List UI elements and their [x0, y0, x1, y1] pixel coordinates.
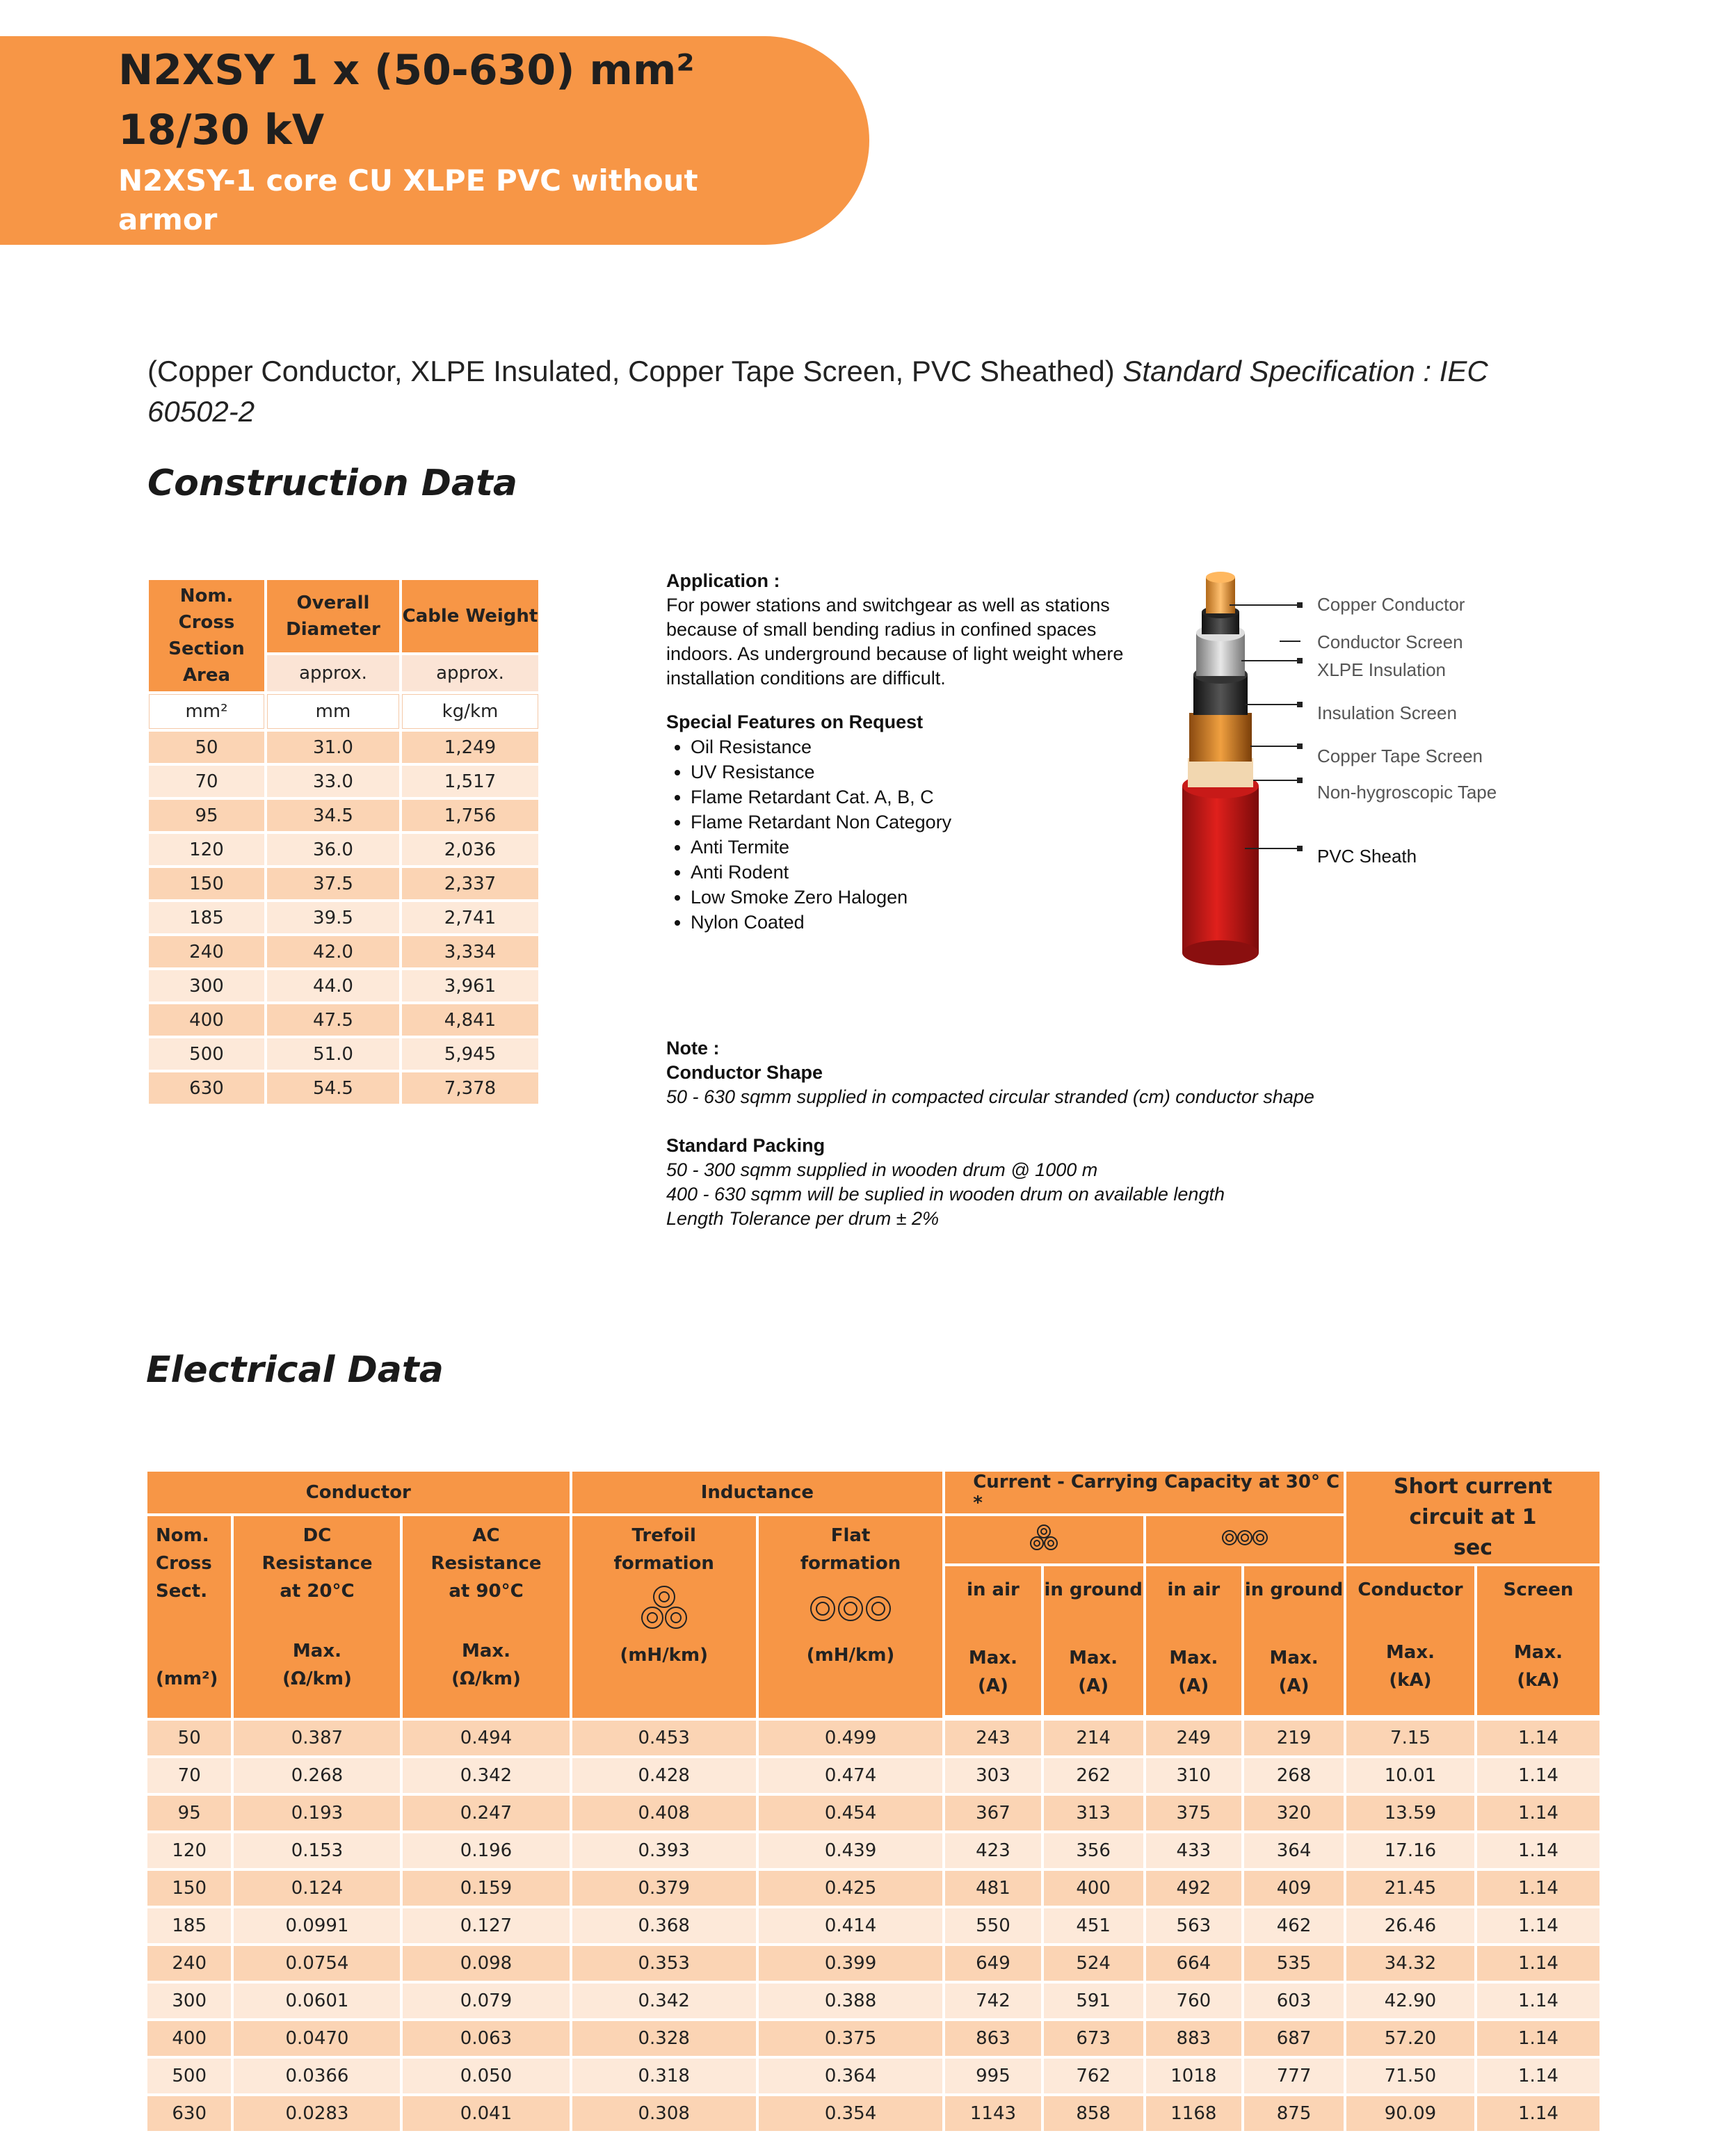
construction-heading: Construction Data: [147, 462, 517, 504]
table-cell: 240: [149, 936, 264, 967]
table-cell: 240: [147, 1946, 231, 1981]
table-cell: 31.0: [267, 732, 399, 763]
col-short-conductor: [1346, 1566, 1474, 1715]
application-title: Application :: [666, 570, 780, 591]
table-cell: 5,945: [402, 1038, 538, 1070]
table-cell: 524: [1044, 1946, 1143, 1981]
table-cell: 0.268: [234, 1758, 400, 1793]
trefoil-current-header: [945, 1516, 1143, 1563]
col-max-label: Max.: [1269, 1648, 1319, 1668]
col-ohm-unit: (Ω/km): [451, 1668, 521, 1689]
col-a-unit: (A): [1278, 1675, 1310, 1696]
table-cell: 7,378: [402, 1072, 538, 1104]
table-cell: 3,334: [402, 936, 538, 967]
col-trefoil: [572, 1516, 756, 1718]
table-cell: 150: [149, 868, 264, 899]
flat-formation-icon: [805, 1584, 896, 1633]
table-cell: 760: [1146, 1984, 1241, 2018]
electrical-table: [145, 1469, 1602, 2134]
table-cell: 70: [149, 766, 264, 797]
table-row: [147, 1908, 1600, 1943]
table-cell: 0.247: [403, 1796, 569, 1831]
table-cell: 0.354: [759, 2096, 942, 2131]
table-cell: 858: [1044, 2096, 1143, 2131]
table-cell: 54.5: [267, 1072, 399, 1104]
table-cell: 0.0470: [234, 2021, 400, 2056]
subheader-approx: approx.: [267, 655, 399, 691]
table-row: [147, 1984, 1600, 2018]
table-cell: 303: [945, 1758, 1040, 1793]
table-cell: 17.16: [1346, 1833, 1474, 1868]
col-conductor-label: Conductor: [1358, 1579, 1463, 1600]
table-cell: 1.14: [1477, 1871, 1600, 1906]
table-cell: 0.342: [572, 1984, 756, 2018]
col-header-diameter: Overall Diameter: [267, 580, 399, 652]
feature-item: • Low Smoke Zero Halogen: [691, 885, 1153, 910]
table-cell: 0.050: [403, 2059, 569, 2093]
packing-line: Length Tolerance per drum ± 2%: [666, 1208, 940, 1229]
table-cell: 356: [1044, 1833, 1143, 1868]
table-row: [147, 1871, 1600, 1906]
table-cell: 1.14: [1477, 1908, 1600, 1943]
col-max-label: Max.: [1385, 1642, 1435, 1663]
table-cell: 0.124: [234, 1871, 400, 1906]
table-cell: 0.439: [759, 1833, 942, 1868]
unit-cell: mm²: [149, 694, 264, 729]
table-cell: 50: [147, 1721, 231, 1755]
col-trefoil-label: Trefoil formation: [613, 1525, 714, 1574]
table-cell: 0.399: [759, 1946, 942, 1981]
table-cell: 2,741: [402, 902, 538, 933]
table-cell: 0.425: [759, 1871, 942, 1906]
unit-cell: kg/km: [402, 694, 538, 729]
feature-item: • Anti Rodent: [691, 860, 1153, 885]
table-cell: 95: [149, 800, 264, 831]
label-conductor-screen: Conductor Screen: [1317, 631, 1463, 652]
table-cell: 0.353: [572, 1946, 756, 1981]
table-cell: 563: [1146, 1908, 1241, 1943]
table-cell: 0.308: [572, 2096, 756, 2131]
table-row: [149, 970, 538, 1001]
table-cell: 603: [1244, 1984, 1344, 2018]
table-cell: 0.388: [759, 1984, 942, 2018]
table-cell: 57.20: [1346, 2021, 1474, 2056]
table-cell: 120: [147, 1833, 231, 1868]
table-cell: 50: [149, 732, 264, 763]
table-cell: 37.5: [267, 868, 399, 899]
product-subtitle: N2XSY-1 core CU XLPE PVC without armor: [118, 163, 698, 236]
table-row: [147, 2059, 1600, 2093]
table-cell: 0.328: [572, 2021, 756, 2056]
voltage-rating: 18/30 kV: [118, 106, 325, 154]
table-cell: 2,337: [402, 868, 538, 899]
table-row: [149, 902, 538, 933]
col-max-label: Max.: [292, 1641, 341, 1662]
table-cell: 1,756: [402, 800, 538, 831]
table-cell: 0.454: [759, 1796, 942, 1831]
standard-packing-title: Standard Packing: [666, 1135, 825, 1156]
table-row: [149, 766, 538, 797]
table-cell: 400: [1044, 1871, 1143, 1906]
table-cell: 995: [945, 2059, 1040, 2093]
label-insulation-screen: Insulation Screen: [1317, 702, 1457, 723]
col-ac-resistance: [403, 1516, 569, 1718]
group-short-circuit: Short current circuit at 1 sec: [1346, 1472, 1600, 1563]
table-cell: 71.50: [1346, 2059, 1474, 2093]
table-cell: 310: [1146, 1758, 1241, 1793]
group-conductor: Conductor: [147, 1472, 570, 1513]
table-cell: 0.0283: [234, 2096, 400, 2131]
special-features-list: [666, 734, 1153, 935]
table-cell: 0.393: [572, 1833, 756, 1868]
col-ohm-unit: (Ω/km): [282, 1668, 352, 1689]
table-cell: 433: [1146, 1833, 1241, 1868]
table-cell: 26.46: [1346, 1908, 1474, 1943]
table-cell: 1143: [945, 2096, 1040, 2131]
table-row: [149, 936, 538, 967]
table-cell: 214: [1044, 1721, 1143, 1755]
table-cell: 630: [149, 1072, 264, 1104]
table-cell: 492: [1146, 1871, 1241, 1906]
table-cell: 300: [147, 1984, 231, 2018]
col-trefoil-in-ground: [1044, 1566, 1143, 1715]
table-cell: 0.318: [572, 2059, 756, 2093]
notes-section: [666, 1036, 1675, 1231]
table-cell: 423: [945, 1833, 1040, 1868]
table-cell: 1,249: [402, 732, 538, 763]
table-cell: 51.0: [267, 1038, 399, 1070]
pvc-sheath-bottom: [1182, 940, 1259, 965]
table-row: [147, 1833, 1600, 1868]
table-cell: 219: [1244, 1721, 1344, 1755]
table-cell: 0.387: [234, 1721, 400, 1755]
col-max-label: Max.: [1069, 1648, 1118, 1668]
conductor-shape-text: 50 - 630 sqmm supplied in compacted circular stranded (cm) conductor shape: [666, 1086, 1314, 1107]
table-row: [147, 1721, 1600, 1755]
pvc-sheath-body: [1182, 786, 1259, 953]
subheader-approx: approx.: [402, 655, 538, 691]
table-cell: 150: [147, 1871, 231, 1906]
table-cell: 673: [1044, 2021, 1143, 2056]
table-row: [147, 1758, 1600, 1793]
table-cell: 0.0754: [234, 1946, 400, 1981]
unit-cell: mm: [267, 694, 399, 729]
col-in-ground-label: in ground: [1244, 1579, 1344, 1600]
table-cell: 0.098: [403, 1946, 569, 1981]
special-features-title: Special Features on Request: [666, 711, 924, 732]
table-cell: 1.14: [1477, 1984, 1600, 2018]
col-ka-unit: (kA): [1389, 1670, 1432, 1691]
intro-text: [147, 351, 1580, 432]
packing-line: 400 - 630 sqmm will be suplied in wooden drum on available length: [666, 1184, 1225, 1205]
col-max-label: Max.: [1169, 1648, 1218, 1668]
table-row: [149, 1072, 538, 1104]
table-cell: 0.153: [234, 1833, 400, 1868]
table-cell: 13.59: [1346, 1796, 1474, 1831]
table-cell: 1.14: [1477, 1946, 1600, 1981]
table-cell: 1.14: [1477, 1758, 1600, 1793]
table-cell: 863: [945, 2021, 1040, 2056]
table-cell: 451: [1044, 1908, 1143, 1943]
packing-line: 50 - 300 sqmm supplied in wooden drum @ 1000 m: [666, 1159, 1098, 1180]
table-cell: 36.0: [267, 834, 399, 865]
table-cell: 777: [1244, 2059, 1344, 2093]
table-cell: 367: [945, 1796, 1040, 1831]
col-header-cross-section: Nom. Cross Section Area: [149, 580, 264, 691]
cable-cross-section-illustration: [1168, 563, 1558, 981]
table-cell: 2,036: [402, 834, 538, 865]
table-cell: 0.474: [759, 1758, 942, 1793]
table-cell: 500: [147, 2059, 231, 2093]
table-row: [149, 800, 538, 831]
col-dc-resistance: [234, 1516, 400, 1718]
table-row: [149, 1004, 538, 1036]
col-in-air-label: in air: [967, 1579, 1020, 1600]
copper-tape-screen: [1189, 713, 1252, 762]
table-cell: 364: [1244, 1833, 1344, 1868]
label-pvc-sheath: PVC Sheath: [1317, 846, 1417, 867]
table-cell: 262: [1044, 1758, 1143, 1793]
table-cell: 320: [1244, 1796, 1344, 1831]
col-a-unit: (A): [1178, 1675, 1209, 1696]
flat-icon-small: [1221, 1527, 1269, 1548]
table-cell: 39.5: [267, 902, 399, 933]
table-cell: 591: [1044, 1984, 1143, 2018]
trefoil-formation-icon: [633, 1584, 695, 1633]
col-flat-label: Flat formation: [800, 1525, 901, 1574]
table-cell: 0.196: [403, 1833, 569, 1868]
table-cell: 762: [1044, 2059, 1143, 2093]
table-cell: 664: [1146, 1946, 1241, 1981]
table-cell: 0.494: [403, 1721, 569, 1755]
col-mh-unit: (mH/km): [620, 1645, 708, 1666]
col-max-label: Max.: [1513, 1642, 1563, 1663]
feature-item: • Anti Termite: [691, 835, 1153, 860]
col-nom-unit: (mm²): [156, 1668, 218, 1689]
table-cell: 500: [149, 1038, 264, 1070]
table-cell: 300: [149, 970, 264, 1001]
table-row: [147, 1946, 1600, 1981]
table-cell: 313: [1044, 1796, 1143, 1831]
table-cell: 0.453: [572, 1721, 756, 1755]
table-cell: 742: [945, 1984, 1040, 2018]
table-cell: 1,517: [402, 766, 538, 797]
table-cell: 0.364: [759, 2059, 942, 2093]
standard-specification: Standard Specification : IEC 60502-2: [147, 355, 1488, 428]
application-text: For power stations and switchgear as well as stations because of small bending radius in confined spaces indoors. As underground because of light weight where installation conditions are difficult.: [666, 595, 1124, 689]
table-cell: 1168: [1146, 2096, 1241, 2131]
table-cell: 1.14: [1477, 1833, 1600, 1868]
table-cell: 481: [945, 1871, 1040, 1906]
col-flat: [759, 1516, 942, 1718]
table-cell: 3,961: [402, 970, 538, 1001]
label-xlpe-insulation: XLPE Insulation: [1317, 659, 1447, 680]
col-max-label: Max.: [461, 1641, 511, 1662]
table-cell: 0.127: [403, 1908, 569, 1943]
table-cell: 4,841: [402, 1004, 538, 1036]
table-cell: 10.01: [1346, 1758, 1474, 1793]
feature-item: • Flame Retardant Cat. A, B, C: [691, 785, 1153, 810]
table-cell: 0.342: [403, 1758, 569, 1793]
table-cell: 243: [945, 1721, 1040, 1755]
table-cell: 1.14: [1477, 1721, 1600, 1755]
title-banner: [0, 36, 869, 245]
table-cell: 7.15: [1346, 1721, 1474, 1755]
table-cell: 535: [1244, 1946, 1344, 1981]
table-cell: 0.0991: [234, 1908, 400, 1943]
table-cell: 875: [1244, 2096, 1344, 2131]
table-cell: 0.0601: [234, 1984, 400, 2018]
table-cell: 400: [149, 1004, 264, 1036]
table-row: [147, 2096, 1600, 2131]
table-cell: 0.193: [234, 1796, 400, 1831]
table-row: [149, 1038, 538, 1070]
col-a-unit: (A): [978, 1675, 1008, 1696]
feature-item: • UV Resistance: [691, 759, 1153, 785]
table-cell: 630: [147, 2096, 231, 2131]
construction-table: [146, 577, 541, 1107]
col-dc-label: DC Resistance at 20°C: [261, 1525, 373, 1602]
col-flat-in-air: [1146, 1566, 1241, 1715]
feature-item: • Oil Resistance: [691, 734, 1153, 759]
application-section: [666, 569, 1153, 935]
table-cell: 34.5: [267, 800, 399, 831]
electrical-heading: Electrical Data: [146, 1349, 444, 1391]
table-cell: 120: [149, 834, 264, 865]
table-cell: 34.32: [1346, 1946, 1474, 1981]
col-trefoil-in-air: [945, 1566, 1040, 1715]
table-cell: 21.45: [1346, 1871, 1474, 1906]
table-cell: 687: [1244, 2021, 1344, 2056]
col-flat-in-ground: [1244, 1566, 1344, 1715]
table-cell: 400: [147, 2021, 231, 2056]
table-cell: 0.414: [759, 1908, 942, 1943]
feature-item: • Nylon Coated: [691, 910, 1153, 935]
table-cell: 1.14: [1477, 2096, 1600, 2131]
col-max-label: Max.: [968, 1648, 1017, 1668]
table-cell: 0.379: [572, 1871, 756, 1906]
table-cell: 0.063: [403, 2021, 569, 2056]
group-current-capacity: Current - Carrying Capacity at 30° C *: [945, 1472, 1344, 1513]
col-nom-label: Nom. Cross Sect.: [156, 1525, 212, 1602]
table-cell: 70: [147, 1758, 231, 1793]
table-cell: 0.159: [403, 1871, 569, 1906]
table-cell: 0.375: [759, 2021, 942, 2056]
table-cell: 0.079: [403, 1984, 569, 2018]
table-cell: 1.14: [1477, 1796, 1600, 1831]
note-title: Note :: [666, 1038, 720, 1059]
table-cell: 409: [1244, 1871, 1344, 1906]
table-cell: 185: [149, 902, 264, 933]
table-cell: 0.499: [759, 1721, 942, 1755]
col-screen-label: Screen: [1503, 1579, 1574, 1600]
table-cell: 47.5: [267, 1004, 399, 1036]
trefoil-icon-small: [1028, 1524, 1060, 1552]
col-header-weight: Cable Weight: [402, 580, 538, 652]
table-cell: 42.0: [267, 936, 399, 967]
product-title: N2XSY 1 x (50-630) mm²: [118, 46, 695, 95]
table-row: [147, 1796, 1600, 1831]
label-copper-tape-screen: Copper Tape Screen: [1317, 746, 1483, 766]
table-cell: 0.0366: [234, 2059, 400, 2093]
table-cell: 375: [1146, 1796, 1241, 1831]
table-cell: 883: [1146, 2021, 1241, 2056]
table-cell: 649: [945, 1946, 1040, 1981]
feature-item: • Flame Retardant Non Category: [691, 810, 1153, 835]
table-cell: 462: [1244, 1908, 1344, 1943]
col-in-air-label: in air: [1167, 1579, 1221, 1600]
table-cell: 1018: [1146, 2059, 1241, 2093]
table-cell: 33.0: [267, 766, 399, 797]
table-cell: 1.14: [1477, 2021, 1600, 2056]
table-cell: 0.041: [403, 2096, 569, 2131]
table-cell: 0.408: [572, 1796, 756, 1831]
table-row: [149, 868, 538, 899]
col-ka-unit: (kA): [1517, 1670, 1560, 1691]
table-cell: 42.90: [1346, 1984, 1474, 2018]
table-cell: 550: [945, 1908, 1040, 1943]
table-row: [149, 732, 538, 763]
table-cell: 0.428: [572, 1758, 756, 1793]
col-nom-cross-sect: [147, 1516, 231, 1718]
col-mh-unit: (mH/km): [806, 1645, 895, 1666]
col-short-screen: [1477, 1566, 1600, 1715]
label-non-hygroscopic-tape: Non-hygroscopic Tape: [1317, 782, 1497, 803]
table-cell: 44.0: [267, 970, 399, 1001]
non-hygroscopic-tape: [1188, 758, 1253, 787]
table-cell: 95: [147, 1796, 231, 1831]
cable-description: (Copper Conductor, XLPE Insulated, Copper Tape Screen, PVC Sheathed): [147, 355, 1115, 387]
flat-current-header: [1146, 1516, 1344, 1563]
table-cell: 249: [1146, 1721, 1241, 1755]
table-cell: 1.14: [1477, 2059, 1600, 2093]
table-cell: 185: [147, 1908, 231, 1943]
table-cell: 0.368: [572, 1908, 756, 1943]
table-row: [149, 834, 538, 865]
table-row: [147, 2021, 1600, 2056]
col-in-ground-label: in ground: [1044, 1579, 1143, 1600]
group-inductance: Inductance: [572, 1472, 943, 1513]
label-copper-conductor: Copper Conductor: [1317, 594, 1465, 615]
col-ac-label: AC Resistance at 90°C: [430, 1525, 542, 1602]
conductor-shape-title: Conductor Shape: [666, 1062, 823, 1083]
table-cell: 90.09: [1346, 2096, 1474, 2131]
table-cell: 268: [1244, 1758, 1344, 1793]
col-a-unit: (A): [1078, 1675, 1109, 1696]
